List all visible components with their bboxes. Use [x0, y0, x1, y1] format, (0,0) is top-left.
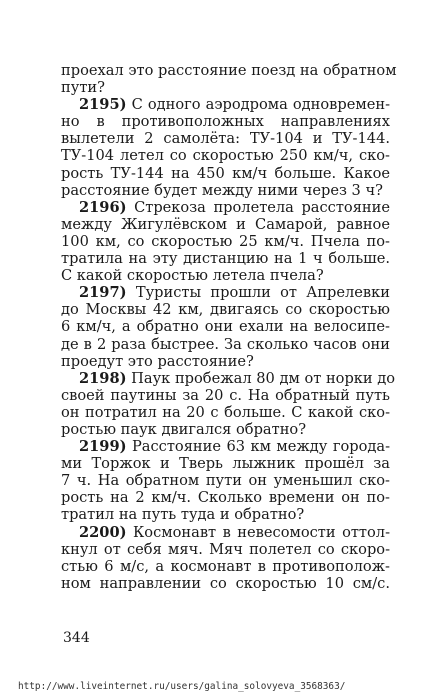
page-number: 344: [63, 630, 90, 646]
text-line: 7 ч. На обратном пути он уменьшил ско-: [61, 472, 390, 490]
text-line: между Жигулёвском и Самарой, равное: [61, 215, 390, 233]
text-line: [61, 524, 390, 541]
problem-text: Стрекоза пролетела расстояние: [134, 198, 390, 216]
text-line: но в противоположных направлениях: [61, 113, 390, 131]
text-line: ном направлении со скоростью 10 см/с.: [61, 574, 390, 592]
text-line: он потратил на 20 с больше. С какой ско-: [61, 403, 390, 421]
text-line: расстояние будет между ними через 3 ч?: [61, 181, 383, 199]
problem-text: Туристы прошли от Апрелевки: [135, 284, 391, 302]
text-line: [61, 96, 390, 113]
problem-number: 2197): [79, 284, 127, 302]
problem-text-block: [61, 62, 397, 592]
text-line: своей паутины за 20 с. На обратный путь: [61, 386, 390, 404]
text-line: 100 км, со скоростью 25 км/ч. Пчела по-: [61, 232, 390, 250]
text-line: ростью паук двигался обратно?: [61, 420, 307, 438]
problem-2200: [61, 524, 390, 592]
text-line: де в 2 раза быстрее. За сколько часов они: [61, 335, 390, 353]
problem-number: 2198): [79, 369, 127, 387]
problem-text: С одного аэродрома одновремен-: [131, 96, 391, 114]
text-line: тратил на путь туда и обратно?: [61, 506, 305, 524]
text-line: [61, 199, 390, 216]
text-line: проедут это расстояние?: [61, 352, 254, 370]
problem-2197: [61, 284, 390, 369]
problem-2199: [61, 438, 390, 523]
problem-text: Космонавт в невесомости оттол-: [133, 523, 390, 541]
text-line: [61, 438, 390, 455]
problem-number: 2200): [79, 523, 127, 541]
problem-2195: [61, 96, 390, 199]
text-line: стью 6 м/с, а космонавт в противополож-: [61, 557, 390, 575]
text-line: ТУ-104 летел со скоростью 250 км/ч, ско-: [61, 147, 390, 165]
problem-2198: [61, 369, 396, 438]
text-line: до Москвы 42 км, двигаясь со скоростью: [61, 301, 390, 319]
text-line: проехал это расстояние поезд на обратном: [61, 62, 397, 79]
text-line: 6 км/ч, а обратно они ехали на велосипе-: [61, 318, 390, 336]
text-line: рость на 2 км/ч. Сколько времени он по-: [61, 489, 390, 507]
text-line: ми Торжок и Тверь лыжник прошёл за: [61, 455, 390, 473]
problem-text: Расстояние 63 км между городa-: [131, 438, 390, 456]
text-line: [61, 284, 390, 301]
text-line: кнул от себя мяч. Мяч полетел со скоро-: [61, 540, 390, 558]
intro-paragraph: [61, 62, 397, 97]
problem-number: 2199): [79, 438, 127, 456]
text-line: тратила на эту дистанцию на 1 ч больше.: [61, 250, 390, 268]
problem-number: 2196): [79, 198, 127, 216]
problem-text: Паук пробежал 80 дм от норки до: [131, 369, 396, 387]
text-line: С какой скоростью летела пчела?: [61, 267, 324, 285]
text-line: [61, 369, 396, 387]
problem-2196: [61, 199, 390, 284]
text-line: вылетели 2 самолёта: ТУ-104 и ТУ-144.: [61, 130, 390, 148]
source-url[interactable]: http://www.liveinternet.ru/users/galina_solovyeva_3568363/: [18, 681, 346, 692]
text-line: рость ТУ-144 на 450 км/ч больше. Какое: [61, 164, 390, 182]
problem-number: 2195): [79, 96, 127, 114]
text-line: пути?: [61, 79, 105, 97]
